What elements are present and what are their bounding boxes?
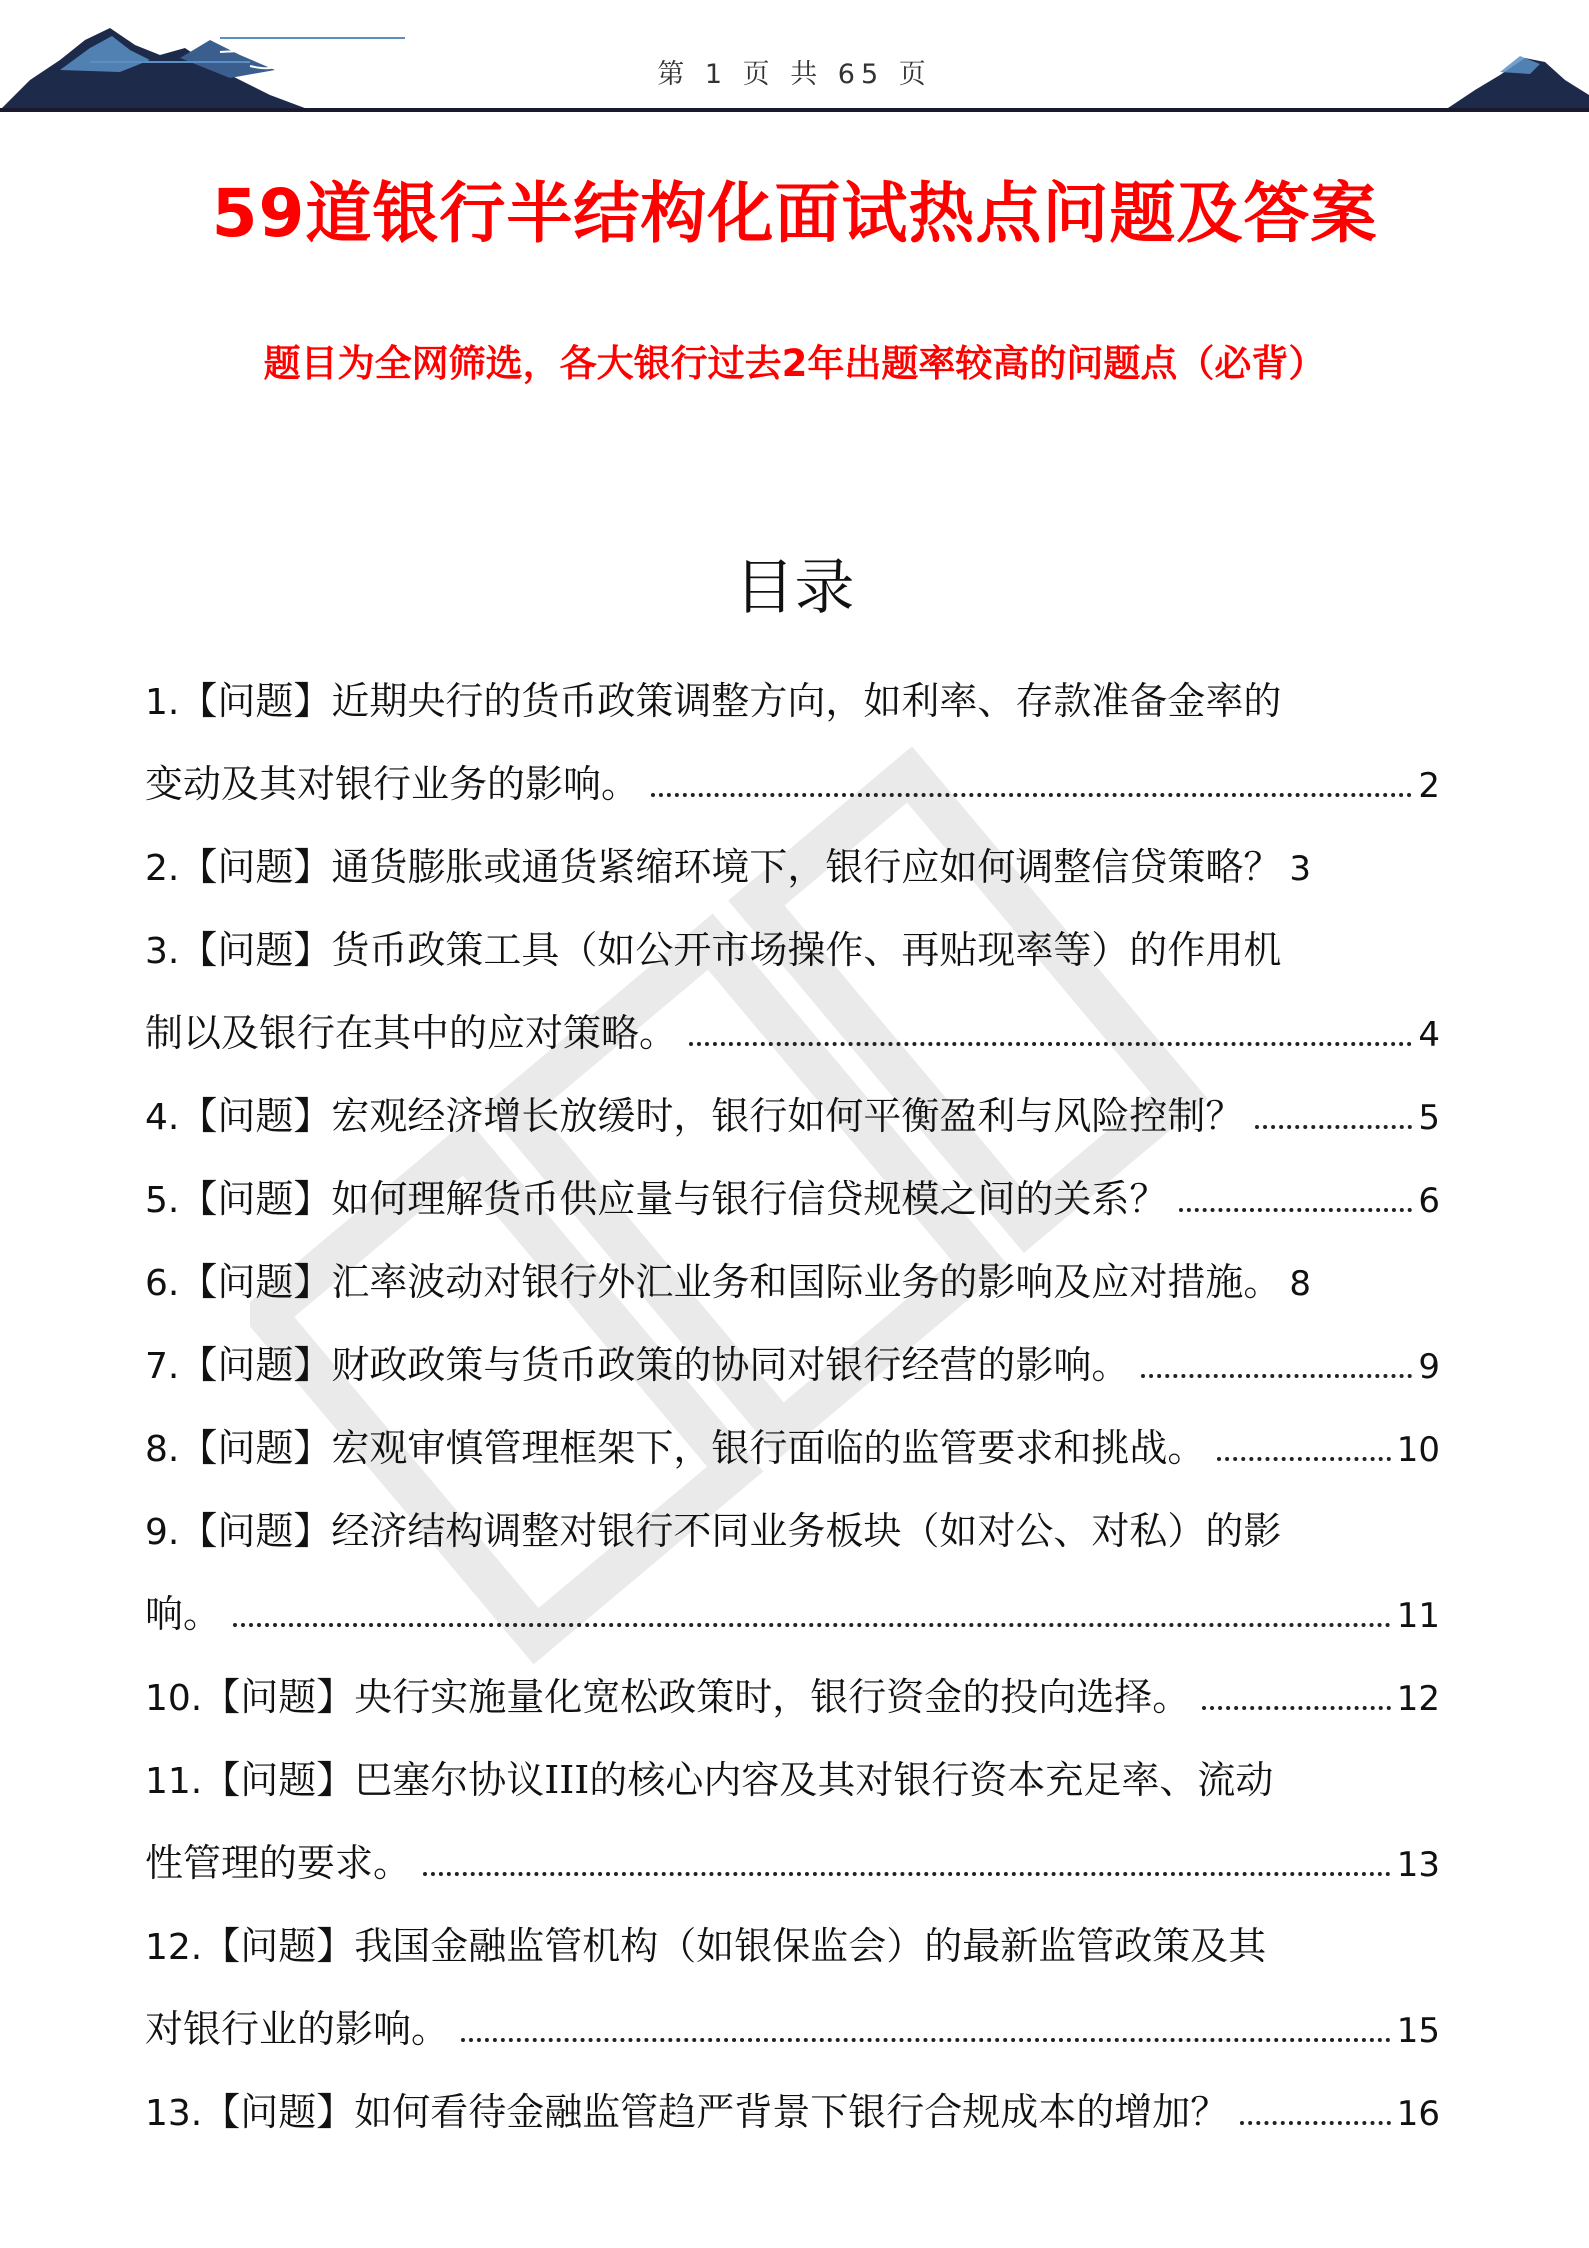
dot-leader — [461, 2038, 1391, 2042]
toc-entry[interactable] — [145, 2071, 1440, 2154]
toc-entry-text: 通货膨胀或通货紧缩环境下，银行应如何调整信贷策略？ — [331, 845, 1282, 889]
dot-leader — [651, 793, 1412, 797]
toc-entry-text-cont: 制以及银行在其中的应对策略。 — [145, 1011, 678, 1055]
toc-entry-text: 我国金融监管机构（如银保监会）的最新监管政策及其 — [354, 1924, 1267, 1968]
toc-page-number: 4 — [1418, 1015, 1440, 1055]
toc-entry-tag: 【问题】 — [179, 1509, 332, 1553]
dot-leader — [1217, 1457, 1390, 1461]
toc-entry-text: 货币政策工具（如公开市场操作、再贴现率等）的作用机 — [331, 928, 1282, 972]
toc-entry-tag: 【问题】 — [202, 1924, 355, 1968]
dot-leader — [689, 1042, 1412, 1046]
toc-entry[interactable] — [145, 1656, 1440, 1739]
toc-entry-tag: 【问题】 — [179, 679, 332, 723]
dot-leader — [1255, 1125, 1412, 1129]
toc-entry-number: 6. — [145, 1263, 180, 1304]
toc-entry-text: 近期央行的货币政策调整方向，如利率、存款准备金率的 — [331, 679, 1282, 723]
toc-entry-number: 1. — [145, 682, 180, 723]
toc-entry-number: 13. — [145, 2093, 203, 2134]
page-indicator: 第 1 页 共 65 页 — [657, 59, 932, 90]
dot-leader — [233, 1623, 1391, 1627]
toc-page-number: 11 — [1396, 1596, 1440, 1636]
toc-page-number: 16 — [1396, 2094, 1440, 2134]
toc-entry-text-cont: 变动及其对银行业务的影响。 — [145, 762, 640, 806]
toc-page-number: 15 — [1396, 2011, 1440, 2051]
dot-leader — [423, 1872, 1391, 1876]
page-header — [0, 0, 1589, 120]
toc-entry[interactable] — [145, 1241, 1440, 1324]
toc-entry-text-cont: 响。 — [145, 1592, 222, 1636]
toc-entry-tag: 【问题】 — [179, 928, 332, 972]
toc-page-number: 10 — [1396, 1430, 1440, 1470]
toc-entry-text: 如何理解货币供应量与银行信贷规模之间的关系？ — [331, 1177, 1168, 1221]
dot-leader — [1179, 1208, 1412, 1212]
toc-entry-number: 12. — [145, 1927, 203, 1968]
toc-entry[interactable] — [145, 1739, 1440, 1905]
document-title: 59道银行半结构化面试热点问题及答案 — [211, 175, 1378, 252]
toc-entry[interactable] — [145, 1407, 1440, 1490]
toc-entry-tag: 【问题】 — [202, 1675, 355, 1719]
dot-leader — [1141, 1374, 1412, 1378]
document-subtitle: 题目为全网筛选，各大银行过去2年出题率较高的问题点（必背） — [263, 342, 1326, 385]
toc-entry-number: 8. — [145, 1429, 180, 1470]
toc-page-number: 5 — [1418, 1098, 1440, 1138]
toc-page-number: 6 — [1418, 1181, 1440, 1221]
toc-entry-tag: 【问题】 — [179, 845, 332, 889]
toc-entry-number: 2. — [145, 848, 180, 889]
toc-entry-text: 汇率波动对银行外汇业务和国际业务的影响及应对措施。 — [331, 1260, 1282, 1304]
dot-leader — [1202, 1706, 1390, 1710]
toc-page-number: 12 — [1396, 1679, 1440, 1719]
toc-entry-number: 11. — [145, 1761, 203, 1802]
toc-entry[interactable] — [145, 909, 1440, 1075]
toc-page-number: 8 — [1289, 1264, 1312, 1304]
toc-entry[interactable] — [145, 1158, 1440, 1241]
toc-entry-number: 10. — [145, 1678, 203, 1719]
toc-entry-number: 4. — [145, 1097, 180, 1138]
toc-entry[interactable] — [145, 826, 1440, 909]
toc-entry-number: 9. — [145, 1512, 180, 1553]
toc-entry-number: 3. — [145, 931, 180, 972]
toc-entry-tag: 【问题】 — [179, 1343, 332, 1387]
toc-entry-text: 央行实施量化宽松政策时，银行资金的投向选择。 — [354, 1675, 1191, 1719]
toc-entry[interactable] — [145, 660, 1440, 826]
toc-entry-text: 如何看待金融监管趋严背景下银行合规成本的增加？ — [354, 2090, 1229, 2134]
toc-entry-tag: 【问题】 — [179, 1177, 332, 1221]
toc-entry[interactable] — [145, 1490, 1440, 1656]
toc-entry-text: 经济结构调整对银行不同业务板块（如对公、对私）的影 — [331, 1509, 1282, 1553]
toc-entry-text-cont: 性管理的要求。 — [145, 1841, 412, 1885]
toc-entry-tag: 【问题】 — [179, 1260, 332, 1304]
toc-entry-number: 5. — [145, 1180, 180, 1221]
toc-page-number: 9 — [1418, 1347, 1440, 1387]
toc-entry-tag: 【问题】 — [179, 1094, 332, 1138]
toc-entry[interactable] — [145, 1075, 1440, 1158]
toc-entry[interactable] — [145, 1905, 1440, 2071]
toc-entry-text: 宏观审慎管理框架下，银行面临的监管要求和挑战。 — [331, 1426, 1206, 1470]
toc-heading: 目录 — [734, 553, 855, 623]
toc-page-number: 2 — [1418, 766, 1440, 806]
toc-entry-text-cont: 对银行业的影响。 — [145, 2007, 450, 2051]
toc-entry-tag: 【问题】 — [179, 1426, 332, 1470]
toc-entry[interactable] — [145, 1324, 1440, 1407]
toc-entry-text: 财政政策与货币政策的协同对银行经营的影响。 — [331, 1343, 1130, 1387]
toc-entry-tag: 【问题】 — [202, 1758, 355, 1802]
dot-leader — [1240, 2121, 1390, 2125]
toc-page-number: 13 — [1396, 1845, 1440, 1885]
table-of-contents — [145, 660, 1440, 2154]
toc-entry-text: 巴塞尔协议III的核心内容及其对银行资本充足率、流动 — [354, 1758, 1274, 1802]
header-rule — [0, 108, 1589, 112]
toc-page-number: 3 — [1289, 849, 1312, 889]
toc-entry-text: 宏观经济增长放缓时，银行如何平衡盈利与风险控制？ — [331, 1094, 1244, 1138]
toc-entry-number: 7. — [145, 1346, 180, 1387]
toc-entry-tag: 【问题】 — [202, 2090, 355, 2134]
